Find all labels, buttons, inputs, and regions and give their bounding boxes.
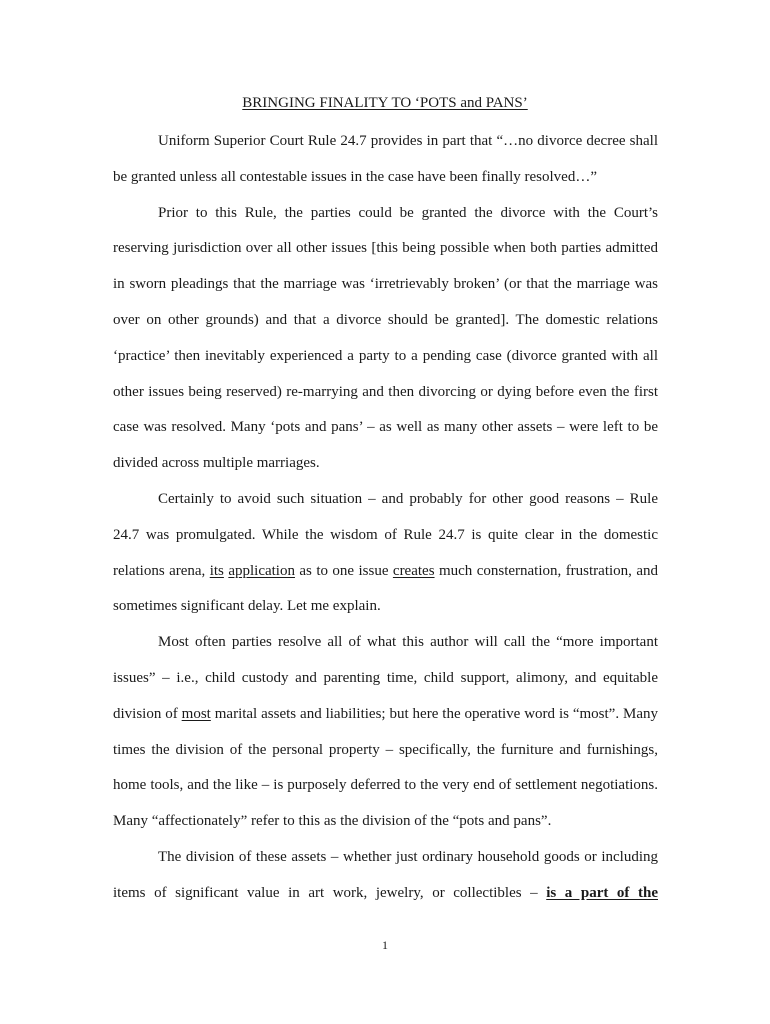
paragraph-text: as to one issue bbox=[294, 562, 393, 579]
paragraph-text: Uniform Superior Court Rule 24.7 provides in part that “…no divorce decree shall be granted unless all contestable issues in the case have been finally resolved…” bbox=[113, 133, 658, 185]
bold-underlined-phrase: is a part of the bbox=[546, 884, 658, 901]
paragraph-text: Certainly to avoid such situation – and probably for other good reasons – Rule 24.7 was promulgated. While the wisdom of Rule 24.7 is quite clear in the domestic relations arena, bbox=[113, 490, 658, 579]
paragraph-text: much consternation, frustration, and sometimes significant delay. Let me explain. bbox=[113, 562, 658, 615]
paragraph-division-assets bbox=[113, 840, 658, 912]
paragraph-rule-quote bbox=[113, 124, 658, 196]
paragraph-text: Prior to this Rule, the parties could be granted the divorce with the Court’s reserving jurisdiction over all other issues [this being possible when both parties admitted in sworn pleadings that the marriage was ‘irretrievably broken’ (or that the marriage was over on other grounds) and that a divorce should be granted]. The domestic relations ‘practice’ then inevitably experienced a party to a pending case (divorce granted with all other issues being reserved) re-marrying and then divorcing or dying before even the first case was resolved. Many ‘pots and pans’ – as well as many other assets – were left to be divided across multiple marriages. bbox=[113, 204, 658, 472]
paragraph-rule-promulgated bbox=[113, 482, 658, 625]
document-body bbox=[113, 124, 658, 912]
underlined-creates: creates bbox=[392, 562, 435, 579]
paragraph-important-issues bbox=[113, 625, 658, 840]
document-title: BRINGING FINALITY TO ‘POTS and PANS’ bbox=[242, 95, 528, 111]
paragraph-prior-practice bbox=[113, 196, 658, 482]
underlined-its: its bbox=[209, 562, 224, 579]
page-number: 1 bbox=[382, 938, 388, 952]
paragraph-text: marital assets and liabilities; but here the operative word is “most”. Many times the division of the personal property – specifically, the furniture and furnishings, home tools, and the like – is purposely deferred to the very end of settlement negotiations. Many “affectionately” refer to this as the division of the “pots and pans”. bbox=[113, 705, 658, 830]
underlined-application: application bbox=[228, 562, 295, 579]
underlined-most: most bbox=[181, 705, 211, 722]
paragraph-text: Most often parties resolve all of what this author will call the “more important issues” – i.e., child custody and parenting time, child support, alimony, and equitable division of bbox=[113, 634, 658, 722]
paragraph-text: The division of these assets – whether just ordinary household goods or including items of significant value in art work, jewelry, or collectibles – bbox=[113, 848, 658, 901]
